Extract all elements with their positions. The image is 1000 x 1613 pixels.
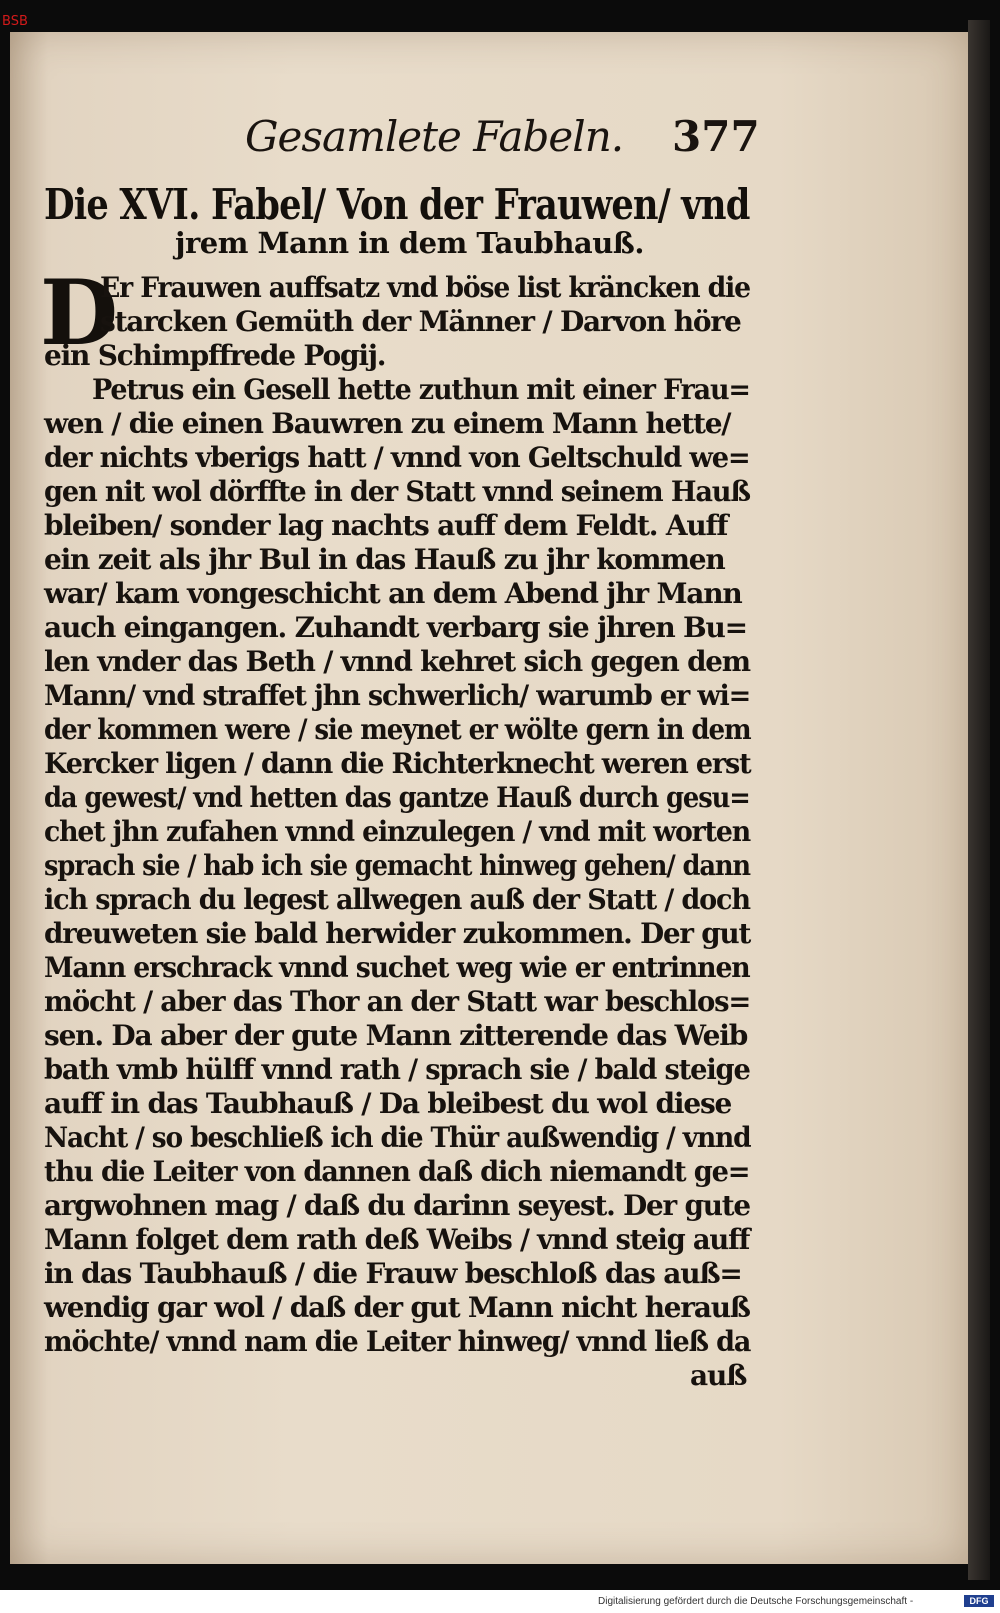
text-line: auch eingangen. Zuhandt verbarg sie jhren Bu= xyxy=(44,611,747,644)
text-line: Nacht / so beschließ ich die Thür außwendig / vnnd xyxy=(44,1121,751,1154)
text-line: sprach sie / hab ich sie gemacht hinweg gehen/ dann xyxy=(44,849,750,882)
text-line: bleiben/ sonder lag nachts auff dem Feldt. Auff xyxy=(44,509,728,542)
text-line: len vnder das Beth / vnnd kehret sich gegen dem xyxy=(44,645,750,678)
text-line: da gewest/ vnd hetten das gantze Hauß durch gesu= xyxy=(44,781,750,814)
text-line: chet jhn zufahen vnnd einzulegen / vnd mit worten xyxy=(44,815,750,848)
text-line: Petrus ein Gesell hette zuthun mit einer Frau= xyxy=(92,373,750,406)
running-head: Gesamlete Fabeln. xyxy=(245,112,624,161)
text-line: sen. Da aber der gute Mann zitterende das Weib xyxy=(44,1019,748,1052)
text-line: thu die Leiter von dannen daß dich niemandt ge= xyxy=(44,1155,750,1188)
text-line: ich sprach du legest allwegen auß der Statt / doch xyxy=(44,883,750,916)
text-line: ein Schimpffrede Pogij. xyxy=(44,339,386,372)
digitization-credit: Digitalisierung gefördert durch die Deutsche Forschungsgemeinschaft - xyxy=(598,1596,914,1607)
text-line: der kommen were / sie meynet er wölte gern in dem xyxy=(44,713,751,746)
text-line: möcht / aber das Thor an der Statt war beschlos= xyxy=(44,985,751,1018)
library-mark: BSB xyxy=(2,14,28,29)
drop-initial: D xyxy=(40,260,119,366)
text-line: möchte/ vnnd nam die Leiter hinweg/ vnnd ließ da xyxy=(44,1325,751,1358)
text-line: wendig gar wol / daß der gut Mann nicht herauß xyxy=(44,1291,750,1324)
text-line: in das Taubhauß / die Frauw beschloß das auß= xyxy=(44,1257,742,1290)
text-line: Er Frauwen auffsatz vnd böse list kräncken die xyxy=(100,271,750,304)
fable-title-line-2: jrem Mann in dem Taubhauß. xyxy=(175,226,644,260)
text-line: war/ kam vongeschicht an dem Abend jhr Mann xyxy=(44,577,742,610)
text-line: Mann/ vnd straffet jhn schwerlich/ warumb er wi= xyxy=(44,679,751,712)
text-line: dreuweten sie bald herwider zukommen. Der gut xyxy=(44,917,751,950)
page-number: 377 xyxy=(672,112,760,161)
catchword: auß xyxy=(690,1359,747,1392)
text-line: Mann erschrack vnnd suchet weg wie er entrinnen xyxy=(44,951,750,984)
dfg-logo-icon: DFG xyxy=(964,1595,994,1607)
text-line: bath vmb hülff vnnd rath / sprach sie / bald steige xyxy=(44,1053,750,1086)
text-line: argwohnen mag / daß du darinn seyest. Der gute xyxy=(44,1189,750,1222)
text-line: gen nit wol dörffte in der Statt vnnd seinem Hauß xyxy=(44,475,750,508)
text-line: Kercker ligen / dann die Richterknecht weren erst xyxy=(44,747,751,780)
text-line: ein zeit als jhr Bul in das Hauß zu jhr kommen xyxy=(44,543,725,576)
text-line: wen / die einen Bauwren zu einem Mann hette/ xyxy=(44,407,731,440)
text-line: starcken Gemüth der Männer / Darvon höre xyxy=(100,305,741,338)
book-edge xyxy=(968,20,990,1580)
text-line: Mann folget dem rath deß Weibs / vnnd steig auff xyxy=(44,1223,750,1256)
fable-title-line-1: Die XVI. Fabel/ Von der Frauwen/ vnd xyxy=(44,180,750,229)
text-line: auff in das Taubhauß / Da bleibest du wol diese xyxy=(44,1087,732,1120)
text-line: der nichts vberigs hatt / vnnd von Geltschuld we= xyxy=(44,441,750,474)
